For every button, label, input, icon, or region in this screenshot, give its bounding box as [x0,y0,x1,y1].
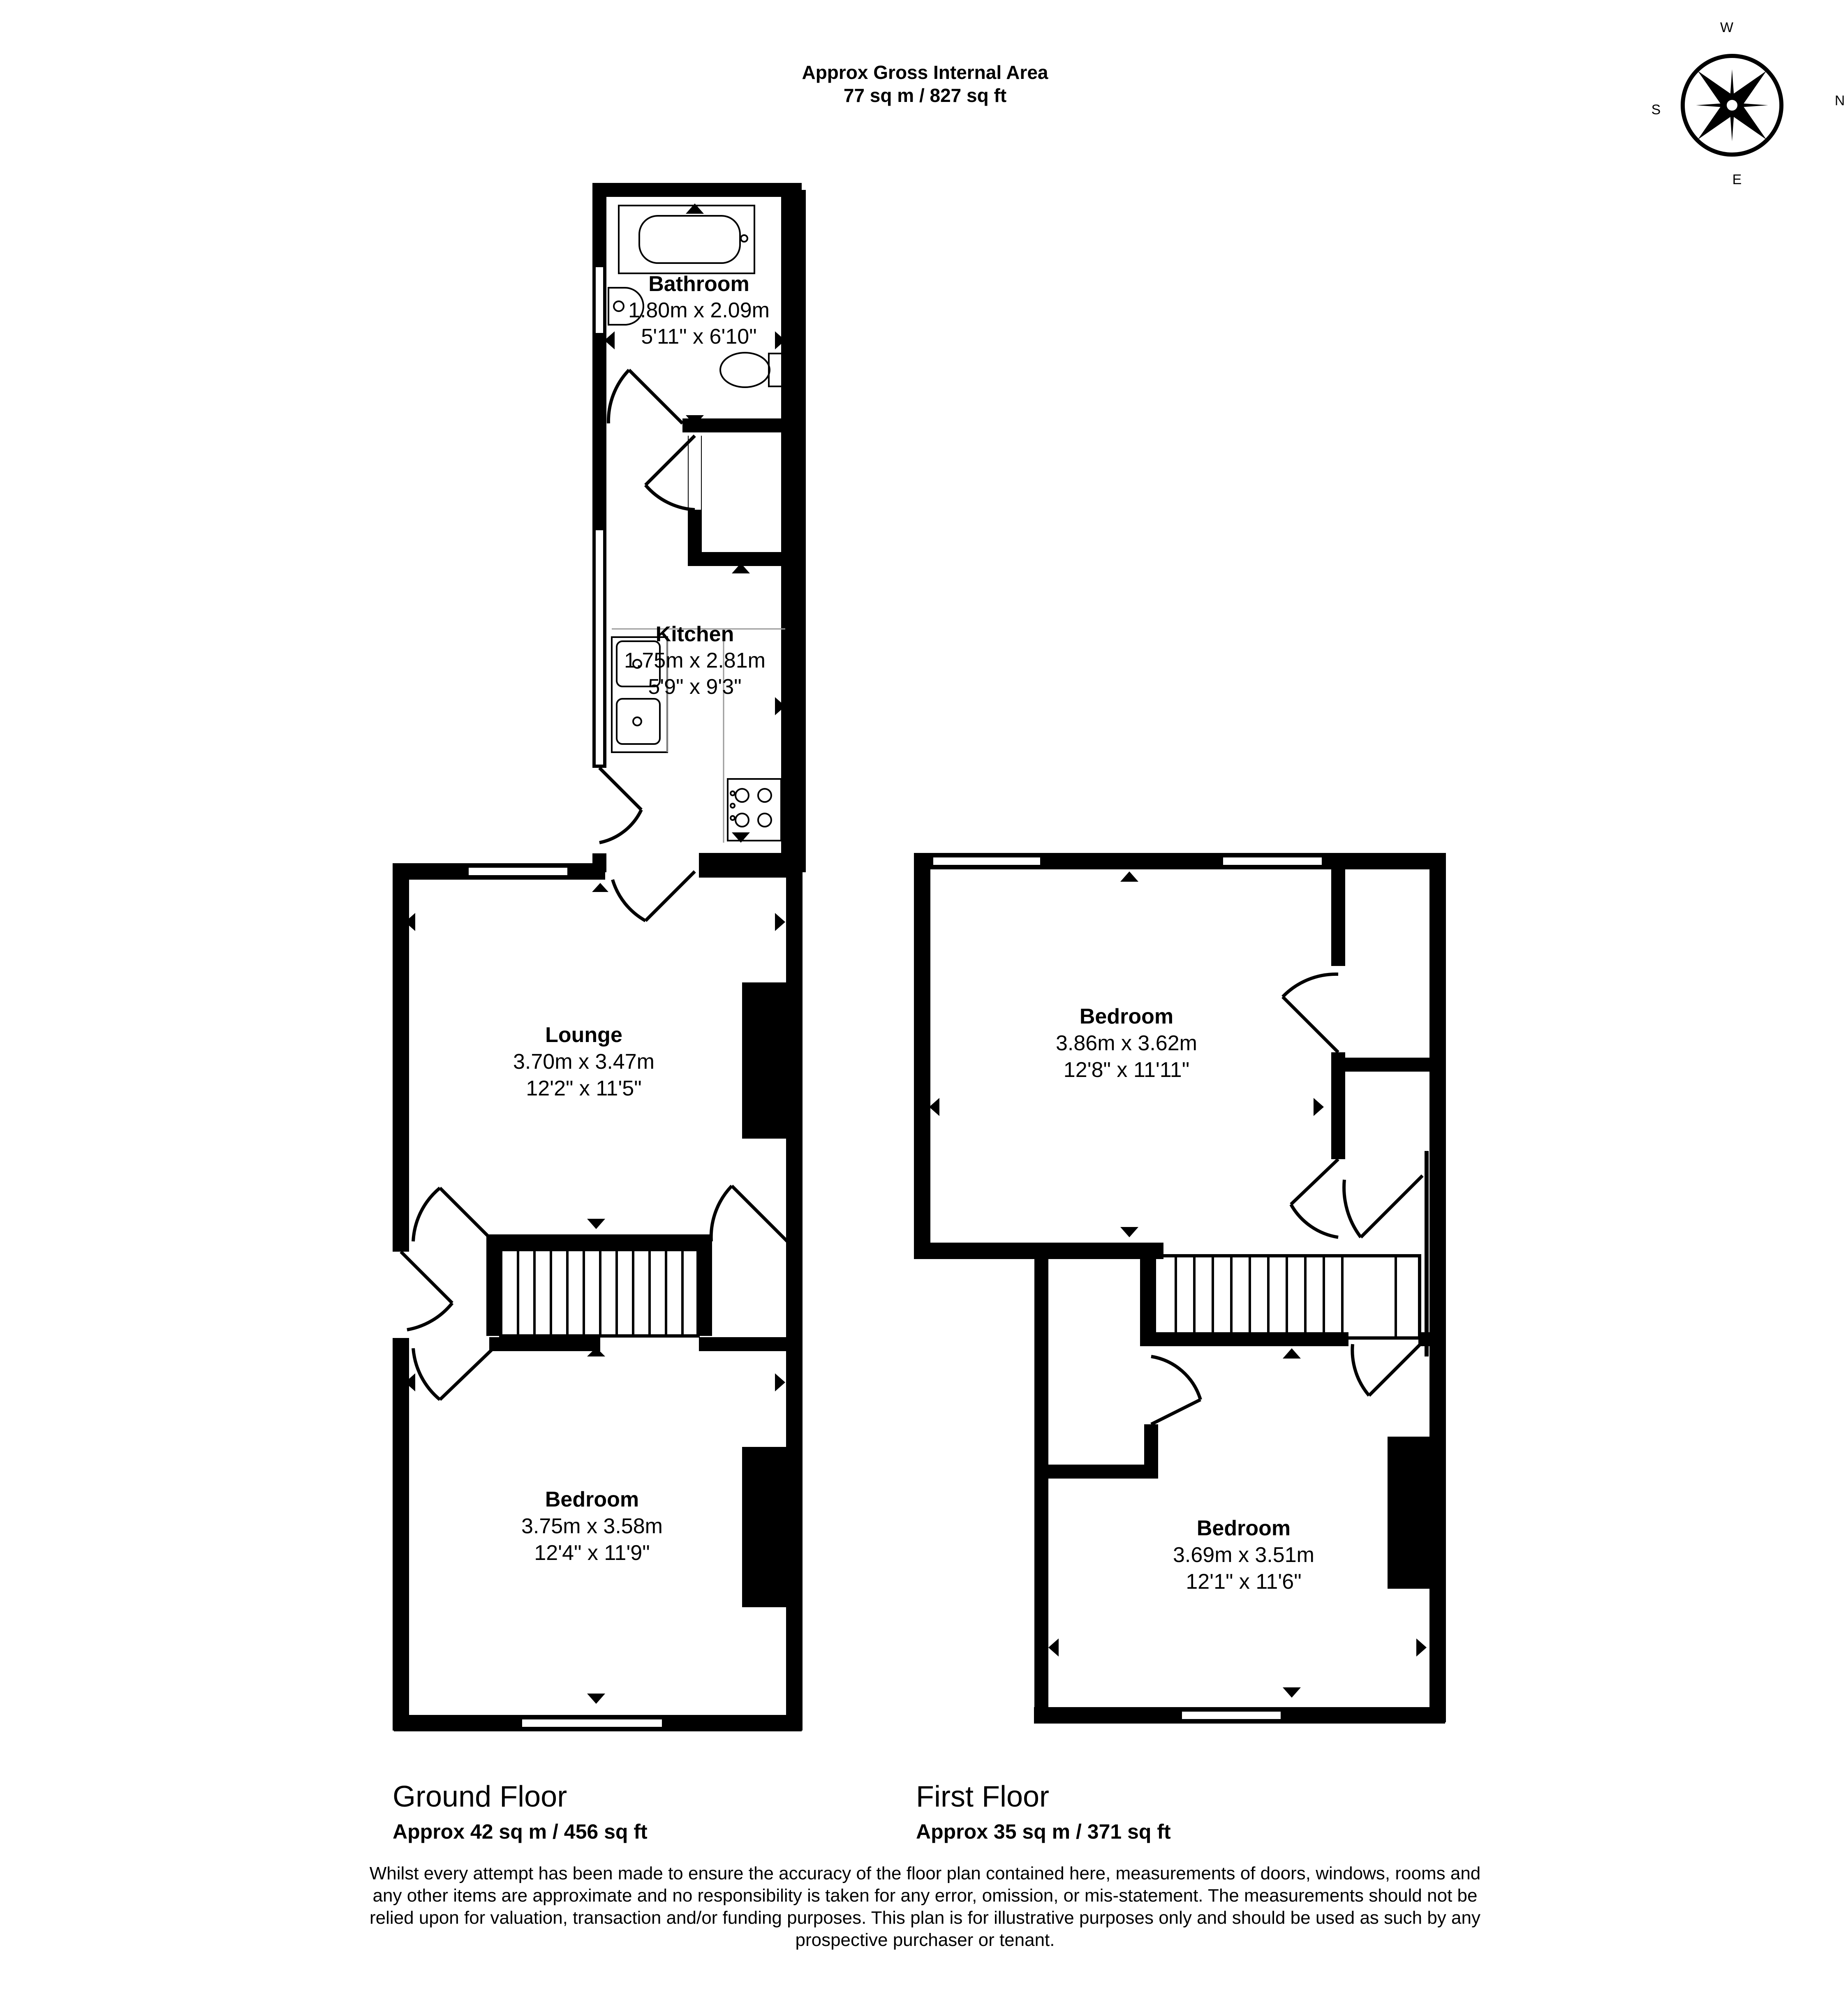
kitchen-window [594,530,604,765]
first-bedroom-1-name: Bedroom [1079,1005,1174,1028]
ground-floor-label: Ground Floor [393,1780,567,1813]
compass-south: S [1651,102,1661,118]
first-floor-stairs [1154,1256,1420,1338]
ground-floor-area: Approx 42 sq m / 456 sq ft [393,1820,648,1843]
kitchen-metric: 1.75m x 2.81m [624,649,766,672]
ground-stairs [501,1250,698,1336]
ground-bedroom-name: Bedroom [545,1488,639,1511]
lounge-metric: 3.70m x 3.47m [513,1050,655,1074]
disclaimer-line-2: any other items are approximate and no responsibility is taken for any error, omission, or mis-statement. The measurements should not be [372,1886,1478,1906]
first-floor-chimney-breast [1388,1437,1431,1589]
room-label-ground-bedroom [521,1488,663,1565]
first-bedroom-2-imperial: 12'1" x 11'6" [1186,1570,1302,1594]
disclaimer [370,1863,1481,1950]
gross-area-header [802,62,1048,106]
first-floor-measurement-arrows [929,871,1427,1698]
hob-icon [728,779,781,841]
bathroom-imperial: 5'11" x 6'10" [641,325,757,349]
room-label-first-bedroom-2 [1173,1516,1314,1594]
first-floor-plan [914,853,1445,1722]
first-bedroom-2-metric: 3.69m x 3.51m [1173,1543,1314,1567]
compass-west: W [1720,20,1734,35]
bedroom-chimney-breast [742,1447,791,1607]
first-floor-bedroom-2-window [1182,1710,1281,1720]
ground-bedroom-metric: 3.75m x 3.58m [521,1514,663,1538]
room-label-first-bedroom-1 [1056,1005,1197,1082]
compass-east: E [1732,172,1742,187]
first-bedroom-1-imperial: 12'8" x 11'11" [1063,1058,1190,1082]
first-floor-label: First Floor [916,1780,1049,1813]
lounge-name: Lounge [545,1023,622,1047]
first-bedroom-2-name: Bedroom [1196,1516,1291,1540]
first-bedroom-1-metric: 3.86m x 3.62m [1056,1031,1197,1055]
room-label-bathroom [628,272,770,349]
compass-rose-icon [1662,35,1802,175]
first-floor-walls [914,853,1445,1722]
gross-area-value: 77 sq m / 827 sq ft [843,85,1007,106]
compass-north: N [1834,93,1845,109]
room-label-lounge [513,1023,655,1100]
lounge-window [469,867,567,876]
disclaimer-line-4: prospective purchaser or tenant. [795,1930,1055,1950]
bath-tub-icon [619,206,754,273]
disclaimer-line-1: Whilst every attempt has been made to ensure the accuracy of the floor plan contained here, measurements of doors, windows, rooms and [369,1863,1481,1883]
lounge-chimney-breast [742,982,791,1139]
first-floor-area: Approx 35 sq m / 371 sq ft [916,1820,1171,1843]
first-floor-caption [916,1780,1171,1843]
bathroom-name: Bathroom [648,272,749,296]
room-label-kitchen [624,622,766,699]
toilet-icon [720,353,785,387]
main-ground-walls [394,863,802,1731]
bathroom-metric: 1.80m x 2.09m [628,298,770,322]
disclaimer-line-3: relied upon for valuation, transaction and/or funding purposes. This plan is for illustrative purposes only and should be used as such by any [370,1908,1480,1928]
gross-area-title: Approx Gross Internal Area [802,62,1048,83]
kitchen-imperial: 5'9" x 9'3" [648,675,742,699]
bathroom-window [594,267,604,333]
ground-floor-caption [393,1780,648,1843]
ground-bedroom-imperial: 12'4" x 11'9" [534,1541,650,1565]
kitchen-name: Kitchen [655,622,734,646]
ground-bedroom-window [522,1718,662,1728]
lounge-imperial: 12'2" x 11'5" [526,1077,642,1100]
